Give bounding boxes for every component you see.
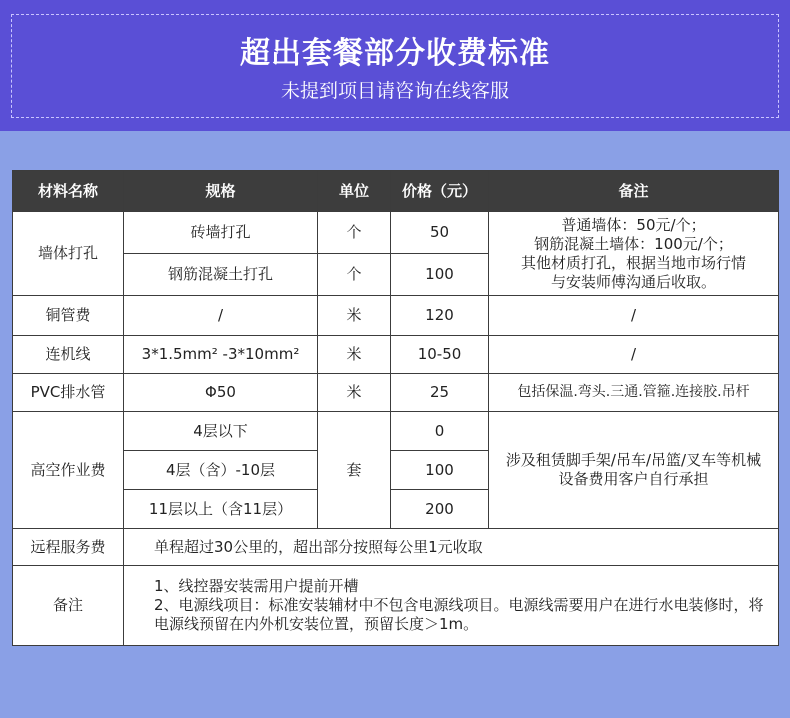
header-banner xyxy=(0,0,790,131)
table-row xyxy=(13,374,779,412)
cell-material: 连机线 xyxy=(13,336,124,374)
note-line: 设备费用客户自行承担 xyxy=(558,470,709,488)
table-row xyxy=(13,336,779,374)
cell-material: 备注 xyxy=(13,566,124,646)
cell-spec: 4层以下 xyxy=(124,412,318,451)
note-line: 钢筋混凝土墙体：100元/个； xyxy=(534,234,733,253)
cell-price: 10-50 xyxy=(391,336,489,374)
cell-spec: 11层以上（含11层） xyxy=(124,490,318,529)
cell-note: / xyxy=(489,336,779,374)
remark-line: 2、电源线项目：标准安装辅材中不包含电源线项目。电源线需要用户在进行水电装修时，将电源线预留在内外机安装位置，预留长度＞1m。 xyxy=(154,596,764,633)
cell-unit: 米 xyxy=(318,374,391,412)
cell-material: 铜管费 xyxy=(13,296,124,336)
cell-material: 远程服务费 xyxy=(13,529,124,566)
note-line: 与安装师傅沟通后收取。 xyxy=(550,272,716,291)
cell-price: 25 xyxy=(391,374,489,412)
cell-note: 包括保温.弯头.三通.管箍.连接胶.吊杆 xyxy=(489,374,779,412)
cell-price: 100 xyxy=(391,254,489,296)
cell-price: 120 xyxy=(391,296,489,336)
note-line: 其他材质打孔，根据当地市场行情 xyxy=(520,253,746,272)
cell-note: / xyxy=(489,296,779,336)
cell-spec: 砖墙打孔 xyxy=(124,212,318,254)
cell-price: 200 xyxy=(391,490,489,529)
column-header-note: 备注 xyxy=(489,171,779,212)
note-line: 涉及租赁脚手架/吊车/吊篮/叉车等机械 xyxy=(505,451,762,469)
cell-spec: 钢筋混凝土打孔 xyxy=(124,254,318,296)
column-header-material: 材料名称 xyxy=(13,171,124,212)
cell-note xyxy=(489,412,779,529)
table-row xyxy=(13,296,779,336)
column-header-unit: 单位 xyxy=(318,171,391,212)
table-header-row xyxy=(13,171,779,212)
cell-note xyxy=(489,212,779,296)
table-row xyxy=(13,412,779,451)
cell-spec: / xyxy=(124,296,318,336)
cell-material: 墙体打孔 xyxy=(13,212,124,296)
cell-remote-text: 单程超过30公里的，超出部分按照每公里1元收取 xyxy=(124,529,779,566)
column-header-spec: 规格 xyxy=(124,171,318,212)
page-subtitle: 未提到项目请咨询在线客服 xyxy=(280,80,509,102)
cell-unit: 米 xyxy=(318,296,391,336)
cell-spec: Φ50 xyxy=(124,374,318,412)
cell-price: 100 xyxy=(391,451,489,490)
page-title: 超出套餐部分收费标准 xyxy=(240,36,550,71)
cell-spec: 3*1.5mm² -3*10mm² xyxy=(124,336,318,374)
cell-material: PVC排水管 xyxy=(13,374,124,412)
cell-price: 50 xyxy=(391,212,489,254)
note-line: 普通墙体：50元/个； xyxy=(561,215,706,234)
cell-material: 高空作业费 xyxy=(13,412,124,529)
remark-line: 1、线控器安装需用户提前开槽 xyxy=(154,577,359,595)
cell-unit: 套 xyxy=(318,412,391,529)
table-row xyxy=(13,566,779,646)
table-row xyxy=(13,529,779,566)
cell-unit: 个 xyxy=(318,212,391,254)
cell-remarks xyxy=(124,566,779,646)
fee-table xyxy=(12,170,779,646)
cell-unit: 米 xyxy=(318,336,391,374)
cell-spec: 4层（含）-10层 xyxy=(124,451,318,490)
cell-price: 0 xyxy=(391,412,489,451)
table-row xyxy=(13,212,779,254)
column-header-price: 价格（元） xyxy=(391,171,489,212)
cell-unit: 个 xyxy=(318,254,391,296)
